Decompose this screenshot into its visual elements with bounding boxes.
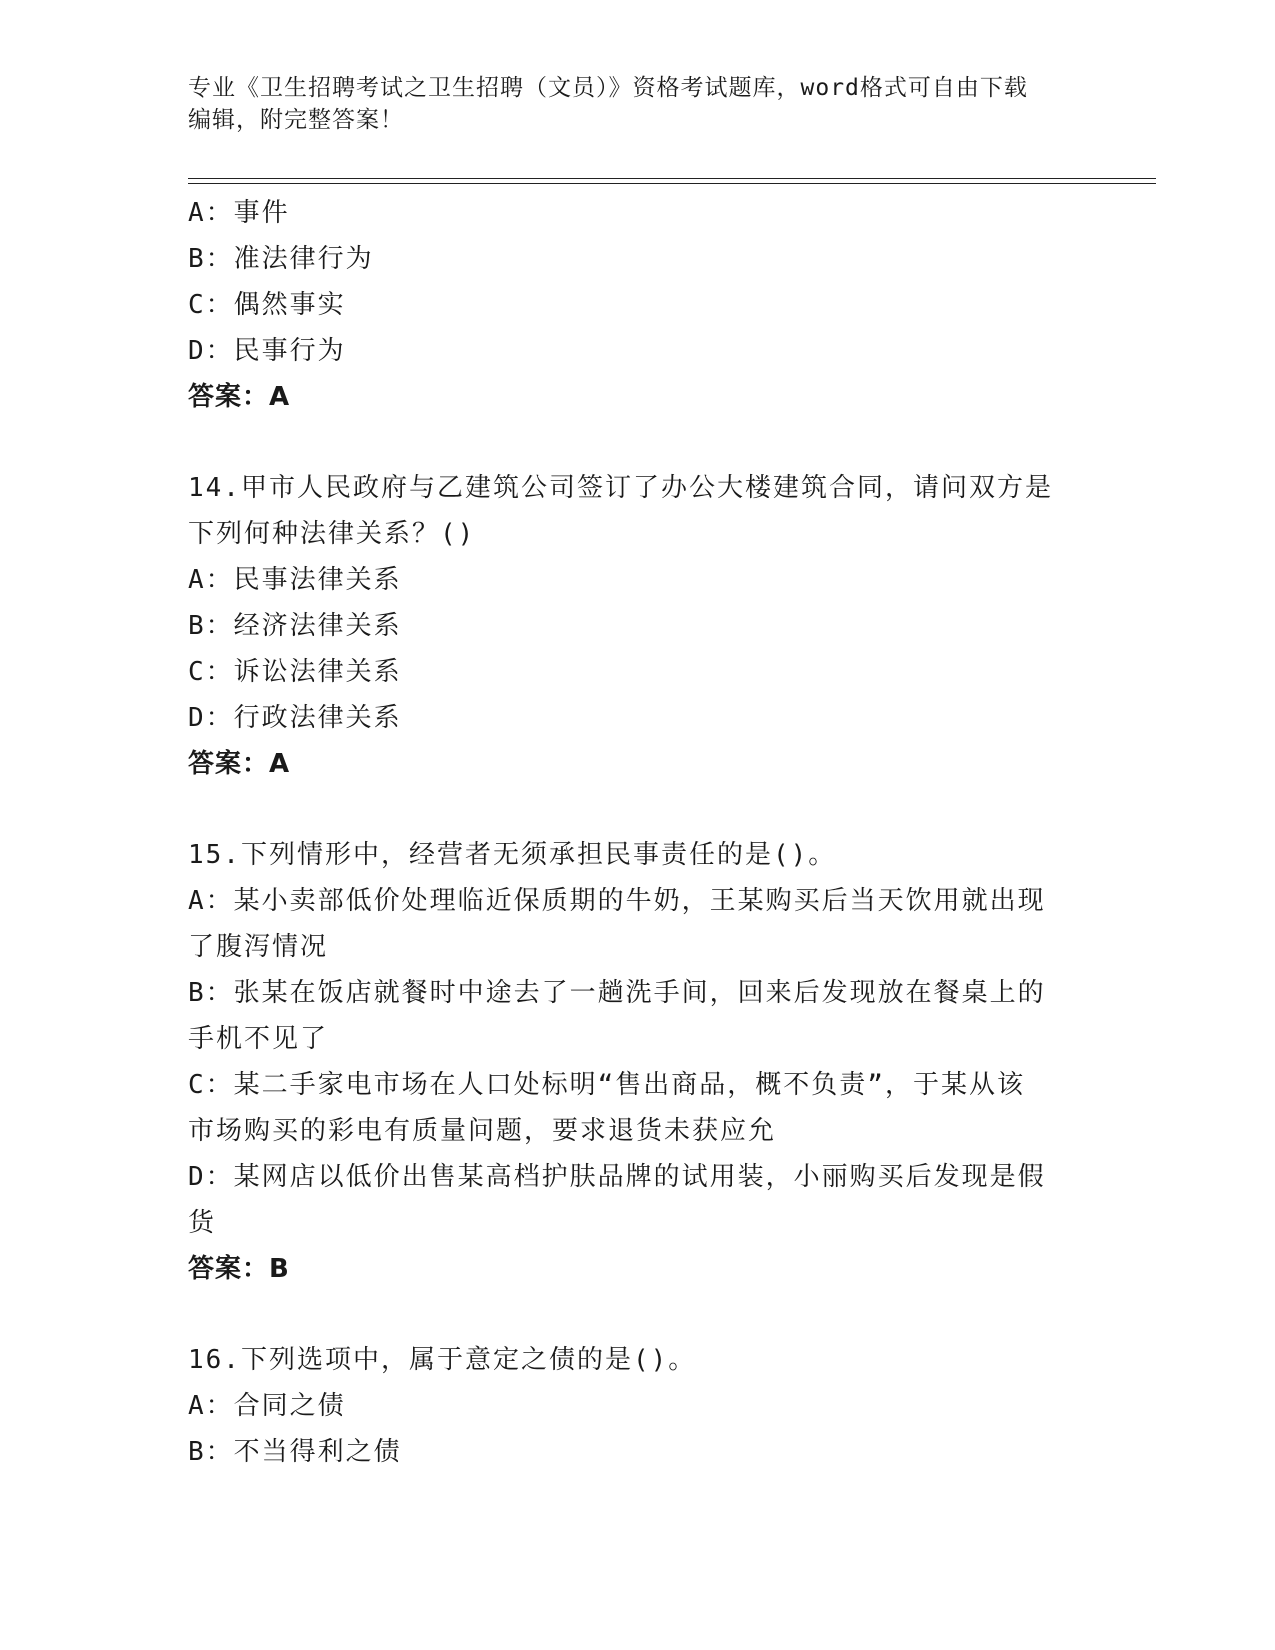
- option-b-line-2: 手机不见了: [188, 1024, 329, 1054]
- spacer: [188, 787, 1088, 832]
- option-a-line-2: 了腹泻情况: [188, 932, 329, 962]
- header-divider-top: [188, 178, 1156, 179]
- spacer: [188, 1292, 1088, 1337]
- option-b: B：不当得利之债: [188, 1437, 402, 1467]
- option-a: A：事件: [188, 198, 290, 228]
- option-b: B：准法律行为: [188, 244, 374, 274]
- option-b-line-1: B：张某在饭店就餐时中途去了一趟洗手间，回来后发现放在餐桌上的: [188, 978, 1046, 1008]
- question-text-line-2: 下列何种法律关系？(): [188, 519, 476, 549]
- question-text-line-1: 15.下列情形中，经营者无须承担民事责任的是()。: [188, 840, 837, 870]
- question-list: [188, 190, 1088, 1475]
- answer: 答案：B: [188, 1254, 290, 1284]
- answer: 答案：A: [188, 382, 291, 412]
- question-15: [188, 832, 1088, 1292]
- question-text-line-1: 16.下列选项中，属于意定之债的是()。: [188, 1345, 697, 1375]
- option-d: D：民事行为: [188, 336, 346, 366]
- option-c-line-1: C：某二手家电市场在人口处标明“售出商品，概不负责”，于某从该: [188, 1070, 1025, 1100]
- question-16: [188, 1337, 1088, 1475]
- answer: 答案：A: [188, 749, 291, 779]
- option-c-line-2: 市场购买的彩电有质量问题，要求退货未获应允: [188, 1116, 777, 1146]
- option-c: C：偶然事实: [188, 290, 346, 320]
- option-d-line-2: 货: [188, 1208, 217, 1238]
- spacer: [188, 420, 1088, 465]
- question-14: [188, 465, 1088, 787]
- option-b: B：经济法律关系: [188, 611, 402, 641]
- option-c: C：诉讼法律关系: [188, 657, 402, 687]
- header-line-2: 编辑，附完整答案！: [188, 107, 404, 133]
- question-13: [188, 190, 1088, 420]
- header-line-1: 专业《卫生招聘考试之卫生招聘（文员）》资格考试题库，word格式可自由下载: [188, 75, 1028, 101]
- option-a: A：民事法律关系: [188, 565, 402, 595]
- question-text-line-1: 14.甲市人民政府与乙建筑公司签订了办公大楼建筑合同，请问双方是: [188, 473, 1053, 503]
- option-a-line-1: A：某小卖部低价处理临近保质期的牛奶，王某购买后当天饮用就出现: [188, 886, 1046, 916]
- option-a: A：合同之债: [188, 1391, 346, 1421]
- option-d: D：行政法律关系: [188, 703, 402, 733]
- header-divider-bottom: [188, 183, 1156, 184]
- document-header: [188, 72, 1088, 136]
- option-d-line-1: D：某网店以低价出售某高档护肤品牌的试用装，小丽购买后发现是假: [188, 1162, 1046, 1192]
